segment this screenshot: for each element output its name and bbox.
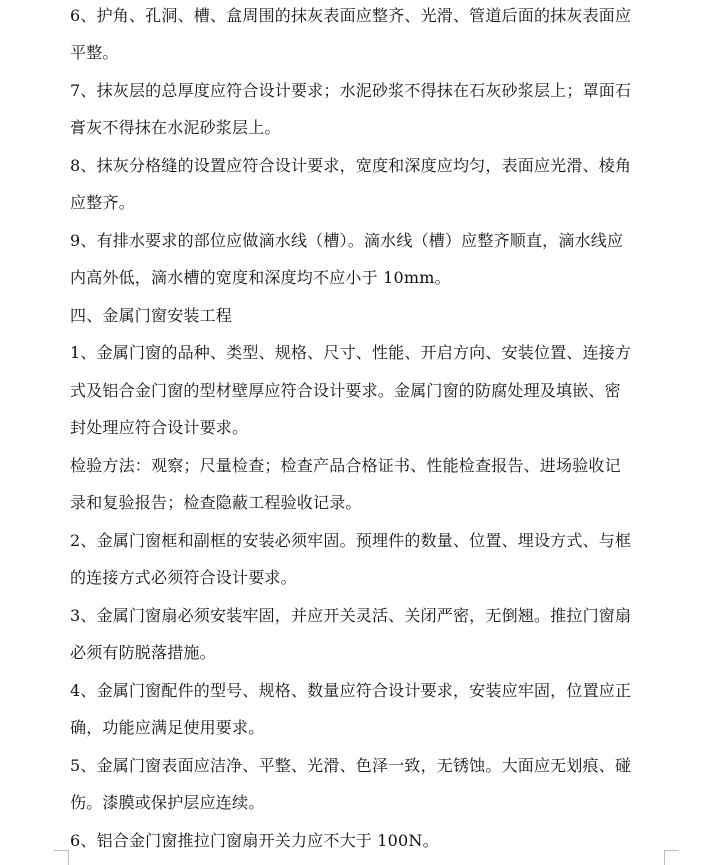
text-line-2: 平整。	[70, 43, 119, 62]
text-line-6: 应整齐。	[70, 193, 135, 212]
text-line-19: 4、金属门窗配件的型号、规格、数量应符合设计要求，安装应牢固，位置应正	[70, 681, 632, 700]
text-line-13: 检验方法：观察；尺量检查；检查产品合格证书、性能检查报告、进场验收记	[70, 456, 621, 475]
text-line-22: 伤。漆膜或保护层应连续。	[70, 793, 265, 812]
text-line-18: 必须有防脱落措施。	[70, 643, 216, 662]
text-line-7: 9、有排水要求的部位应做滴水线（槽）。滴水线（槽）应整齐顺直，滴水线应	[70, 231, 624, 250]
text-line-3: 7、抹灰层的总厚度应符合设计要求；水泥砂浆不得抹在石灰砂浆层上；罩面石	[70, 81, 632, 100]
section-heading: 四、金属门窗安装工程	[70, 306, 233, 325]
text-line-5: 8、抹灰分格缝的设置应符合设计要求，宽度和深度应均匀，表面应光滑、棱角	[70, 156, 632, 175]
text-line-17: 3、金属门窗扇必须安装牢固，并应开关灵活、关闭严密，无倒翘。推拉门窗扇	[70, 606, 632, 625]
margin-corner-mark-right	[664, 850, 679, 865]
text-line-8: 内高外低，滴水槽的宽度和深度均不应小于 10mm。	[70, 268, 451, 287]
text-line-1: 6、护角、孔洞、槽、盒周围的抹灰表面应整齐、光滑、管道后面的抹灰表面应	[70, 6, 632, 25]
text-line-23: 6、铝合金门窗推拉门窗扇开关力应不大于 100N。	[70, 831, 439, 850]
text-line-16: 的连接方式必须符合设计要求。	[70, 568, 297, 587]
text-line-12: 封处理应符合设计要求。	[70, 418, 249, 437]
text-line-21: 5、金属门窗表面应洁净、平整、光滑、色泽一致，无锈蚀。大面应无划痕、碰	[70, 756, 632, 775]
text-line-14: 录和复验报告；检查隐蔽工程验收记录。	[70, 493, 362, 512]
margin-corner-mark-left	[54, 850, 69, 865]
text-line-4: 膏灰不得抹在水泥砂浆层上。	[70, 118, 281, 137]
text-line-20: 确，功能应满足使用要求。	[70, 718, 265, 737]
text-line-10: 1、金属门窗的品种、类型、规格、尺寸、性能、开启方向、安装位置、连接方	[70, 343, 632, 362]
text-line-11: 式及铝合金门窗的型材壁厚应符合设计要求。金属门窗的防腐处理及填嵌、密	[70, 381, 621, 400]
text-line-15: 2、金属门窗框和副框的安装必须牢固。预埋件的数量、位置、埋设方式、与框	[70, 531, 632, 550]
